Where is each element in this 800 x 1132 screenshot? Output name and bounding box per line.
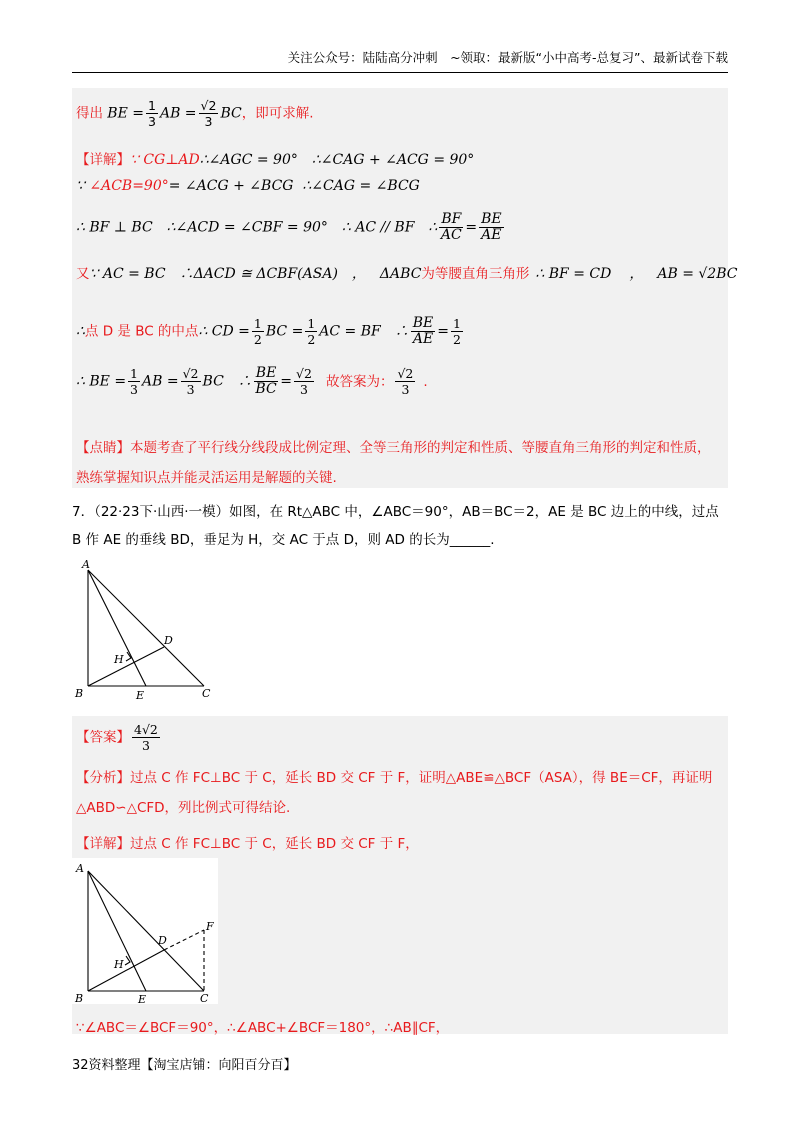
fraction: $\frac{BE}{BC}$	[255, 365, 277, 397]
fraction: $\frac{1}{2}$	[253, 316, 262, 347]
question-figure	[72, 555, 222, 705]
summary-tag: 【点睛】	[76, 440, 130, 456]
fraction: $\frac{BE}{AE}$	[412, 315, 434, 347]
label-H: H	[114, 653, 124, 666]
solution-line-6: ∴点 D 是 BC 的中点∴ CD = $\frac{1}{2}$ BC = $\frac{1}{2}$ AC = BF ∴ $\frac{BE}{AE}$ = $\frac{1}{2}$	[76, 315, 461, 347]
detail-line-2: ∵∠ABC＝∠BCF＝90°，∴∠ABC+∠BCF＝180°，∴AB∥CF，	[76, 1020, 450, 1036]
label-B: B	[75, 992, 84, 1004]
fraction: $\frac{BE}{AE}$	[481, 211, 502, 243]
fraction: $\frac{√2}{3}$	[397, 366, 414, 397]
analysis-line-1: 【分析】过点 C 作 FC⊥BC 于 C，延长 BD 交 CF 于 F，证明△ABE≌△BCF（ASA），得 BE＝CF，再证明	[76, 770, 713, 786]
solution-figure	[72, 858, 218, 1004]
fraction: $\frac{1}{2}$	[453, 316, 461, 347]
solution-line-4: ∴ BF ⊥ BC ∴∠ACD = ∠CBF = 90° ∴ AC // BF ∴ $\frac{BF}{AC}$ = $\frac{BE}{AE}$	[76, 211, 502, 243]
solution-line-2: 【详解】∵ CG⊥AD∴∠AGC = 90° ∴∠CAG + ∠ACG = 90°	[76, 152, 475, 168]
solution-line-5: 又∵ AC = BC ∴ΔACD ≅ ΔCBF(ASA) ， ΔABC为等腰直角三角形 ∴ BF = CD ， AB = √2BC	[76, 266, 738, 282]
page-header: 关注公众号：陆陆高分冲刺 ~领取：最新版“小中高考-总复习”、最新试卷下载	[72, 44, 728, 73]
label-E: E	[136, 689, 145, 702]
answer-fraction: $\frac{4√2}{3}$	[134, 722, 158, 753]
answer-tag: 【答案】	[76, 729, 130, 746]
footer-text: 资料整理【淘宝店铺：向阳百分百】	[88, 1058, 297, 1073]
solution-line-1: 得出 BE = $\frac{1}{3}$ AB = $\frac{√2}{3}$ BC，即可求解.	[76, 98, 314, 129]
label-F: F	[206, 920, 214, 933]
fraction: $\frac{√2}{3}$	[296, 366, 312, 397]
label-B: B	[75, 687, 84, 700]
fraction: $\frac{1}{2}$	[307, 316, 316, 347]
analysis-tag: 【分析】	[76, 770, 130, 786]
math-be: BE =	[107, 105, 144, 122]
detail-tag-2: 【详解】	[76, 836, 130, 852]
fraction: $\frac{1}{3}$	[130, 366, 138, 397]
solution-line-7: ∴ BE = $\frac{1}{3}$ AB = $\frac{√2}{3}$ BC ∴ $\frac{BE}{BC}$ = $\frac{√2}{3}$ 故答案为： $\frac{√2}{3}$ .	[76, 365, 428, 397]
fraction: $\frac{BF}{AC}$	[440, 211, 462, 243]
solution-line-3: ∵ ∠ACB=90°= ∠ACG + ∠BCG ∴∠CAG = ∠BCG	[76, 178, 420, 194]
answer-line	[76, 722, 162, 753]
question-line-2: B 作 AE 的垂线 BD，垂足为 H，交 AC 于点 D，则 AD 的长为______.	[72, 532, 495, 548]
fraction: $\frac{√2}{3}$	[182, 366, 199, 397]
solution-line-8: 【点睛】本题考查了平行线分线段成比例定理、全等三角形的判定和性质、等腰直角三角形的判定和性质，	[76, 440, 711, 456]
detail-line-1: 【详解】过点 C 作 FC⊥BC 于 C，延长 BD 交 CF 于 F，	[76, 836, 419, 852]
label-H: H	[114, 958, 124, 971]
label-D: D	[158, 934, 167, 947]
label-C: C	[200, 992, 209, 1004]
label-C: C	[202, 687, 211, 700]
analysis-line-2: △ABD∽△CFD，列比例式可得结论.	[76, 800, 291, 816]
label-D: D	[164, 634, 173, 647]
solution-line-9: 熟练掌握知识点并能灵活运用是解题的关键.	[76, 470, 337, 486]
page-footer	[72, 1054, 297, 1073]
page-number: 32	[72, 1058, 89, 1073]
question-line-1: 7．（22·23下·山西·一模）如图，在 Rt△ABC 中，∠ABC＝90°，AB＝BC＝2，AE 是 BC 边上的中线，过点	[72, 504, 719, 520]
fraction: $\frac{√2}{3}$	[200, 98, 217, 129]
label-E: E	[138, 993, 147, 1004]
label-A: A	[76, 862, 84, 875]
label-A: A	[82, 558, 90, 571]
detail-tag: 【详解】	[76, 152, 130, 168]
fraction: $\frac{1}{3}$	[148, 98, 156, 129]
